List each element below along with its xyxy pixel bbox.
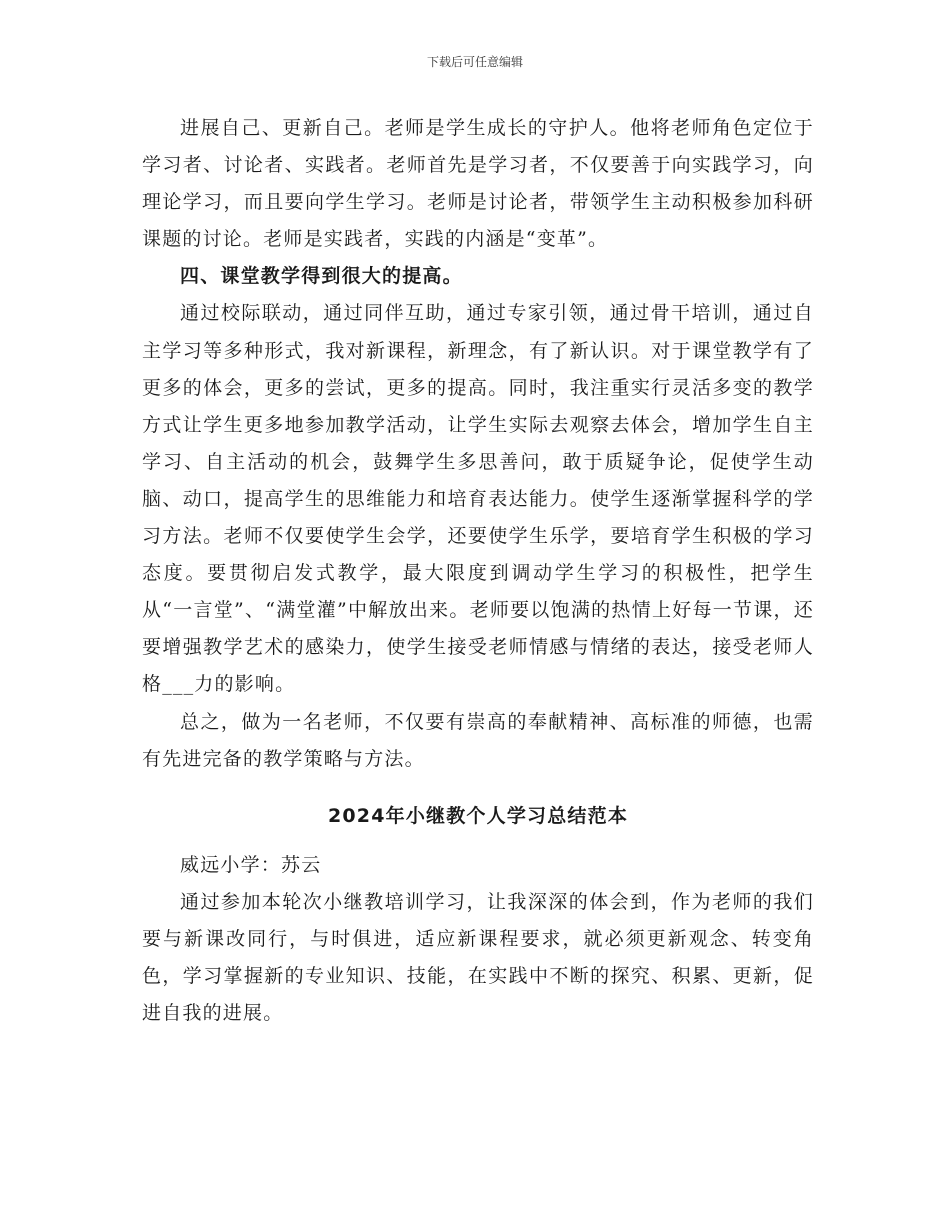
author-line: 威远小学：苏云 — [180, 853, 322, 876]
document-body — [142, 110, 814, 1032]
document-title: 2024年小继教个人学习总结范本 — [327, 804, 629, 827]
paragraph: 通过校际联动，通过同伴互助，通过专家引领，通过骨干培训，通过自主学习等多种形式，我对新课程，新理念，有了新认识。对于课堂教学有了更多的体会，更多的尝试，更多的提高。同时，我注重实行灵活多变的教学方式让学生更多地参加教学活动，让学生实际去观察去体会，增加学生自主学习、自主活动的机会，鼓舞学生多思善问，敢于质疑争论，促使学生动脑、动口，提高学生的思维能力和培育表达能力。使学生逐渐掌握科学的学习方法。老师不仅要使学生会学，还要使学生乐学，要培育学生积极的学习态度。要贯彻启发式教学，最大限度到调动学生学习的积极性，把学生从“一言堂”、“满堂灌”中解放出来。老师要以饱满的热情上好每一节课，还要增强教学艺术的感染力，使学生接受老师情感与情绪的表达，接受老师人格___力的影响。 — [142, 302, 814, 696]
paragraph: 通过参加本轮次小继教培训学习，让我深深的体会到，作为老师的我们要与新课改同行，与时俱进，适应新课程要求，就必须更新观念、转变角色，学习掌握新的专业知识、技能，在实践中不断的探究、积累、更新，促进自我的进展。 — [142, 890, 814, 1025]
paragraph: 总之，做为一名老师，不仅要有崇高的奉献精神、高标准的师德，也需有先进完备的教学策略与方法。 — [142, 710, 814, 770]
paragraph-continued: 进展自己、更新自己。老师是学生成长的守护人。他将老师角色定位于学习者、讨论者、实践者。老师首先是学习者，不仅要善于向实践学习，向理论学习，而且要向学生学习。老师是讨论者，带领学生主动积极参加科研课题的讨论。老师是实践者，实践的内涵是“变革”。 — [142, 117, 814, 251]
section-heading: 四、课堂教学得到很大的提高。 — [180, 265, 463, 288]
page-header: 下载后可任意编辑 — [426, 55, 523, 69]
